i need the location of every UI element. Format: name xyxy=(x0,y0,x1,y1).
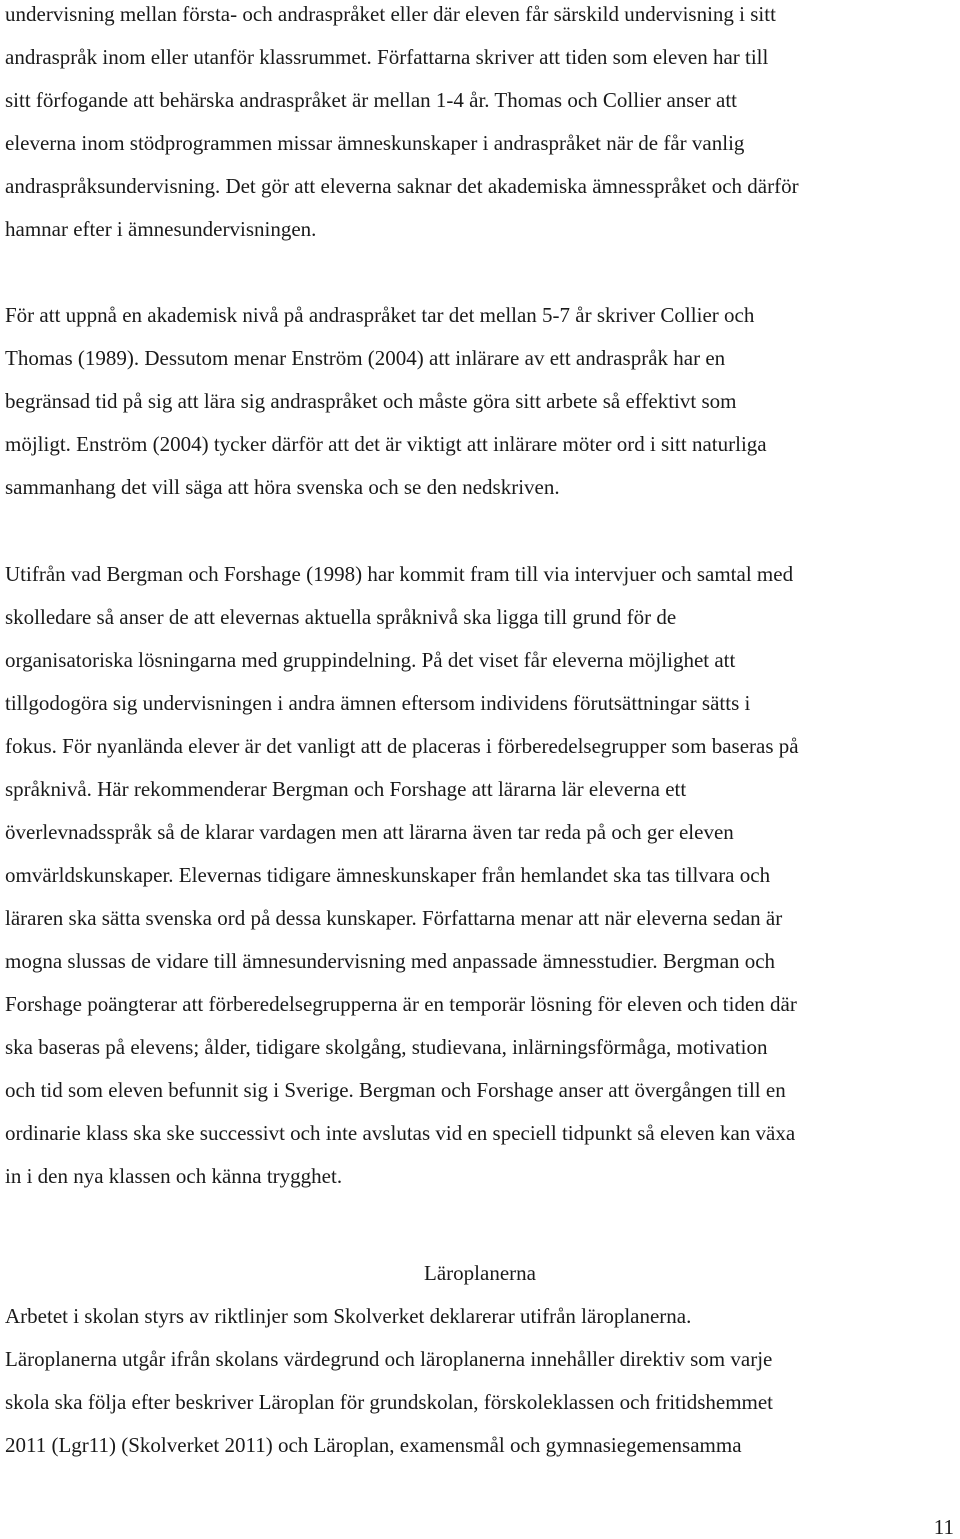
text-line: in i den nya klassen och känna trygghet. xyxy=(5,1164,343,1188)
text-line: överlevnadsspråk så de klarar vardagen men att lärarna även tar reda på och ger eleven xyxy=(5,820,734,844)
text-line: andraspråksundervisning. Det gör att eleverna saknar det akademiska ämnesspråket och därför xyxy=(5,174,799,198)
text-line: ska baseras på elevens; ålder, tidigare skolgång, studievana, inlärningsförmåga, motivation xyxy=(5,1035,768,1059)
text-line: hamnar efter i ämnesundervisningen. xyxy=(5,217,317,241)
text-line: ordinarie klass ska ske successivt och inte avslutas vid en speciell tidpunkt så eleven kan växa xyxy=(5,1121,796,1145)
text-line: skolledare så anser de att elevernas aktuella språknivå ska ligga till grund för de xyxy=(5,605,677,629)
page-number: 11 xyxy=(933,1515,954,1539)
text-line: skola ska följa efter beskriver Läroplan för grundskolan, förskoleklassen och fritidshemmet xyxy=(5,1390,774,1414)
text-line: omvärldskunskaper. Elevernas tidigare ämneskunskaper från hemlandet ska tas tillvara och xyxy=(5,863,771,887)
text-line: Thomas (1989). Dessutom menar Enström (2004) att inlärare av ett andraspråk har en xyxy=(5,346,726,370)
text-line: Utifrån vad Bergman och Forshage (1998) har kommit fram till via intervjuer och samtal med xyxy=(5,562,794,586)
text-line: tillgodogöra sig undervisningen i andra ämnen eftersom individens förutsättningar sätts i xyxy=(5,691,751,715)
text-line: Forshage poängterar att förberedelsegrupperna är en temporär lösning för eleven och tiden där xyxy=(5,992,797,1016)
text-line: För att uppnå en akademisk nivå på andraspråket tar det mellan 5-7 år skriver Collier och xyxy=(5,303,755,327)
text-line: och tid som eleven befunnit sig i Sverige. Bergman och Forshage anser att övergången till en xyxy=(5,1078,786,1102)
text-line: 2011 (Lgr11) (Skolverket 2011) och Läroplan, examensmål och gymnasiegemensamma xyxy=(5,1433,742,1457)
text-line: eleverna inom stödprogrammen missar ämneskunskaper i andraspråket när de får vanlig xyxy=(5,131,745,155)
text-line: undervisning mellan första- och andraspråket eller där eleven får särskild undervisning i sitt xyxy=(5,2,776,26)
text-line: sammanhang det vill säga att höra svenska och se den nedskriven. xyxy=(5,475,560,499)
text-line: organisatoriska lösningarna med gruppindelning. På det viset får eleverna möjlighet att xyxy=(5,648,736,672)
text-line: andraspråk inom eller utanför klassrummet. Författarna skriver att tiden som eleven har till xyxy=(5,45,769,69)
section-heading: Läroplanerna xyxy=(424,1261,536,1285)
text-line: mogna slussas de vidare till ämnesundervisning med anpassade ämnesstudier. Bergman och xyxy=(5,949,776,973)
text-line: sitt förfogande att behärska andraspråket är mellan 1-4 år. Thomas och Collier anser att xyxy=(5,88,738,112)
text-line: fokus. För nyanlända elever är det vanligt att de placeras i förberedelsegrupper som baseras på xyxy=(5,734,799,758)
text-line: läraren ska sätta svenska ord på dessa kunskaper. Författarna menar att när eleverna sedan är xyxy=(5,906,783,930)
text-line: begränsad tid på sig att lära sig andraspråket och måste göra sitt arbete så effektivt som xyxy=(5,389,737,413)
text-line: Läroplanerna utgår ifrån skolans värdegrund och läroplanerna innehåller direktiv som varje xyxy=(5,1347,773,1371)
text-line: möjligt. Enström (2004) tycker därför att det är viktigt att inlärare möter ord i sitt naturliga xyxy=(5,432,767,456)
text-line: Arbetet i skolan styrs av riktlinjer som Skolverket deklarerar utifrån läroplanerna. xyxy=(5,1304,692,1328)
text-line: språknivå. Här rekommenderar Bergman och Forshage att lärarna lär eleverna ett xyxy=(5,777,687,801)
